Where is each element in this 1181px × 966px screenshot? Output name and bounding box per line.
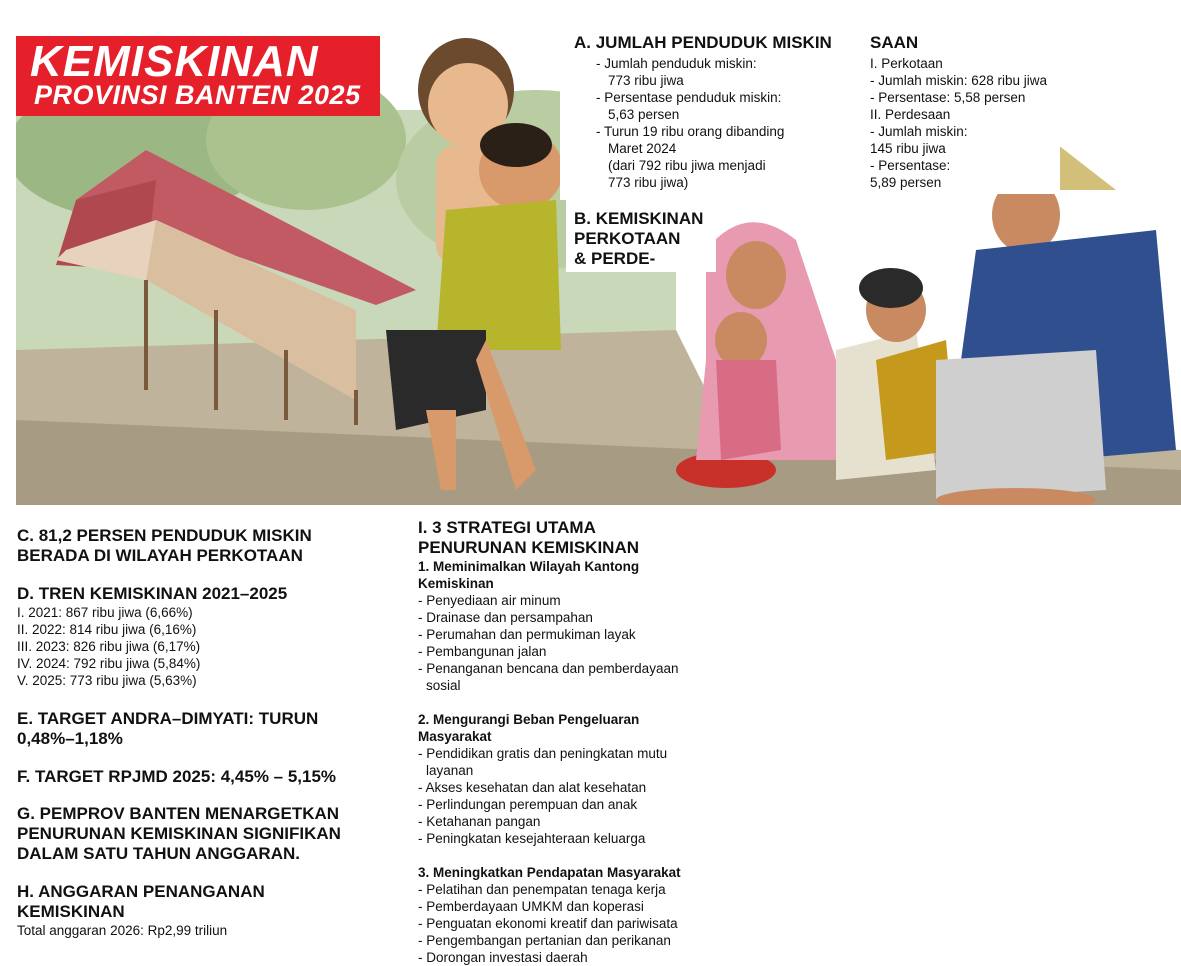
strategy-item: - Penyediaan air minum bbox=[418, 593, 561, 608]
strategy-item: - Akses kesehatan dan alat kesehatan bbox=[418, 780, 647, 795]
section-b-continuation bbox=[870, 33, 1047, 191]
strategy-item: - Pengembangan pertanian dan perikanan bbox=[418, 933, 671, 948]
section-b-line: - Persentase: 5,58 persen bbox=[870, 90, 1026, 105]
section-e bbox=[17, 709, 318, 749]
section-b-line: 145 ribu jiwa bbox=[870, 141, 946, 156]
strategy-item: - Peningkatan kesejahteraan keluarga bbox=[418, 831, 646, 846]
page-subtitle: PROVINSI BANTEN 2025 bbox=[34, 80, 361, 110]
strategy-item: - Pendidikan gratis dan peningkatan mutu bbox=[418, 746, 668, 761]
section-b-line: - Jumlah miskin: 628 ribu jiwa bbox=[870, 73, 1048, 88]
section-d-line: II. 2022: 814 ribu jiwa (6,16%) bbox=[17, 622, 197, 637]
section-c-heading-line: C. 81,2 PERSEN PENDUDUK MISKIN bbox=[17, 526, 312, 545]
strategy-title: 3. Meningkatkan Pendapatan Masyarakat bbox=[418, 865, 681, 880]
section-e-heading-line: 0,48%–1,18% bbox=[17, 729, 123, 748]
strategy-title: 1. Meminimalkan Wilayah Kantong bbox=[418, 559, 640, 574]
section-a-line: 5,63 persen bbox=[608, 107, 680, 122]
section-b-continuation-heading: SAAN bbox=[870, 33, 919, 52]
section-d-line: III. 2023: 826 ribu jiwa (6,17%) bbox=[17, 639, 201, 654]
section-f-heading: F. TARGET RPJMD 2025: 4,45% – 5,15% bbox=[17, 767, 337, 786]
section-b-heading-line: & PERDE- bbox=[574, 249, 656, 268]
section-b-heading-line: B. KEMISKINAN bbox=[574, 209, 704, 228]
strategy-title: Masyarakat bbox=[418, 729, 492, 744]
strategy-item: - Drainase dan persampahan bbox=[418, 610, 593, 625]
page-title: KEMISKINAN bbox=[30, 37, 319, 86]
section-d-line: IV. 2024: 792 ribu jiwa (5,84%) bbox=[17, 656, 201, 671]
section-h-text: Total anggaran 2026: Rp2,99 triliun bbox=[17, 923, 228, 938]
section-g-heading-line: PENURUNAN KEMISKINAN SIGNIFIKAN bbox=[17, 824, 341, 843]
section-d-line: V. 2025: 773 ribu jiwa (5,63%) bbox=[17, 673, 197, 688]
section-b-line: II. Perdesaan bbox=[870, 107, 951, 122]
section-c-heading-line: BERADA DI WILAYAH PERKOTAAN bbox=[17, 546, 303, 565]
section-c bbox=[17, 526, 312, 566]
section-b-line: - Jumlah miskin: bbox=[870, 124, 968, 139]
section-a-line: - Jumlah penduduk miskin: bbox=[596, 56, 757, 71]
strategy-title: 2. Mengurangi Beban Pengeluaran bbox=[418, 712, 640, 727]
section-i-heading-line: I. 3 STRATEGI UTAMA bbox=[418, 518, 596, 537]
section-a-heading: A. JUMLAH PENDUDUK MISKIN bbox=[574, 33, 832, 52]
strategy-item: - Penguatan ekonomi kreatif dan pariwisata bbox=[418, 916, 678, 931]
section-b-heading bbox=[574, 209, 703, 269]
section-i bbox=[418, 518, 681, 966]
strategy-item: - Pembangunan jalan bbox=[418, 644, 547, 659]
section-d-heading: D. TREN KEMISKINAN 2021–2025 bbox=[17, 584, 288, 603]
section-b-line: - Persentase: bbox=[870, 158, 951, 173]
section-a-line: 773 ribu jiwa bbox=[608, 73, 684, 88]
section-i-heading-line: PENURUNAN KEMISKINAN bbox=[418, 538, 640, 557]
section-d-line: I. 2021: 867 ribu jiwa (6,66%) bbox=[17, 605, 193, 620]
strategy-item: - Penanganan bencana dan pemberdayaan bbox=[418, 661, 679, 676]
strategy-item: - Pelatihan dan penempatan tenaga kerja bbox=[418, 882, 666, 897]
strategy-item: - Perumahan dan permukiman layak bbox=[418, 627, 636, 642]
section-h bbox=[17, 882, 265, 939]
section-f bbox=[17, 767, 336, 787]
section-b-heading-line: PERKOTAAN bbox=[574, 229, 681, 248]
section-a-line: 773 ribu jiwa) bbox=[608, 175, 689, 190]
strategy-item: - Perlindungan perempuan dan anak bbox=[418, 797, 638, 812]
section-e-heading-line: E. TARGET ANDRA–DIMYATI: TURUN bbox=[17, 709, 319, 728]
section-a-line: Maret 2024 bbox=[608, 141, 677, 156]
section-h-heading-line: H. ANGGARAN PENANGANAN bbox=[17, 882, 265, 901]
section-g-heading-line: DALAM SATU TAHUN ANGGARAN. bbox=[17, 844, 300, 863]
section-a-line: (dari 792 ribu jiwa menjadi bbox=[608, 158, 766, 173]
section-a-line: - Persentase penduduk miskin: bbox=[596, 90, 782, 105]
strategy-item: sosial bbox=[426, 678, 461, 693]
strategy-title: Kemiskinan bbox=[418, 576, 494, 591]
strategy-item: - Dorongan investasi daerah bbox=[418, 950, 588, 965]
section-g bbox=[17, 804, 341, 864]
section-b-line: 5,89 persen bbox=[870, 175, 942, 190]
section-d bbox=[17, 584, 287, 689]
strategy-item: - Ketahanan pangan bbox=[418, 814, 541, 829]
section-a bbox=[574, 33, 832, 191]
strategy-item: layanan bbox=[426, 763, 474, 778]
section-b-line: I. Perkotaan bbox=[870, 56, 943, 71]
section-h-heading-line: KEMISKINAN bbox=[17, 902, 125, 921]
strategy-item: - Pemberdayaan UMKM dan koperasi bbox=[418, 899, 644, 914]
section-g-heading-line: G. PEMPROV BANTEN MENARGETKAN bbox=[17, 804, 340, 823]
section-a-line: - Turun 19 ribu orang dibanding bbox=[596, 124, 785, 139]
